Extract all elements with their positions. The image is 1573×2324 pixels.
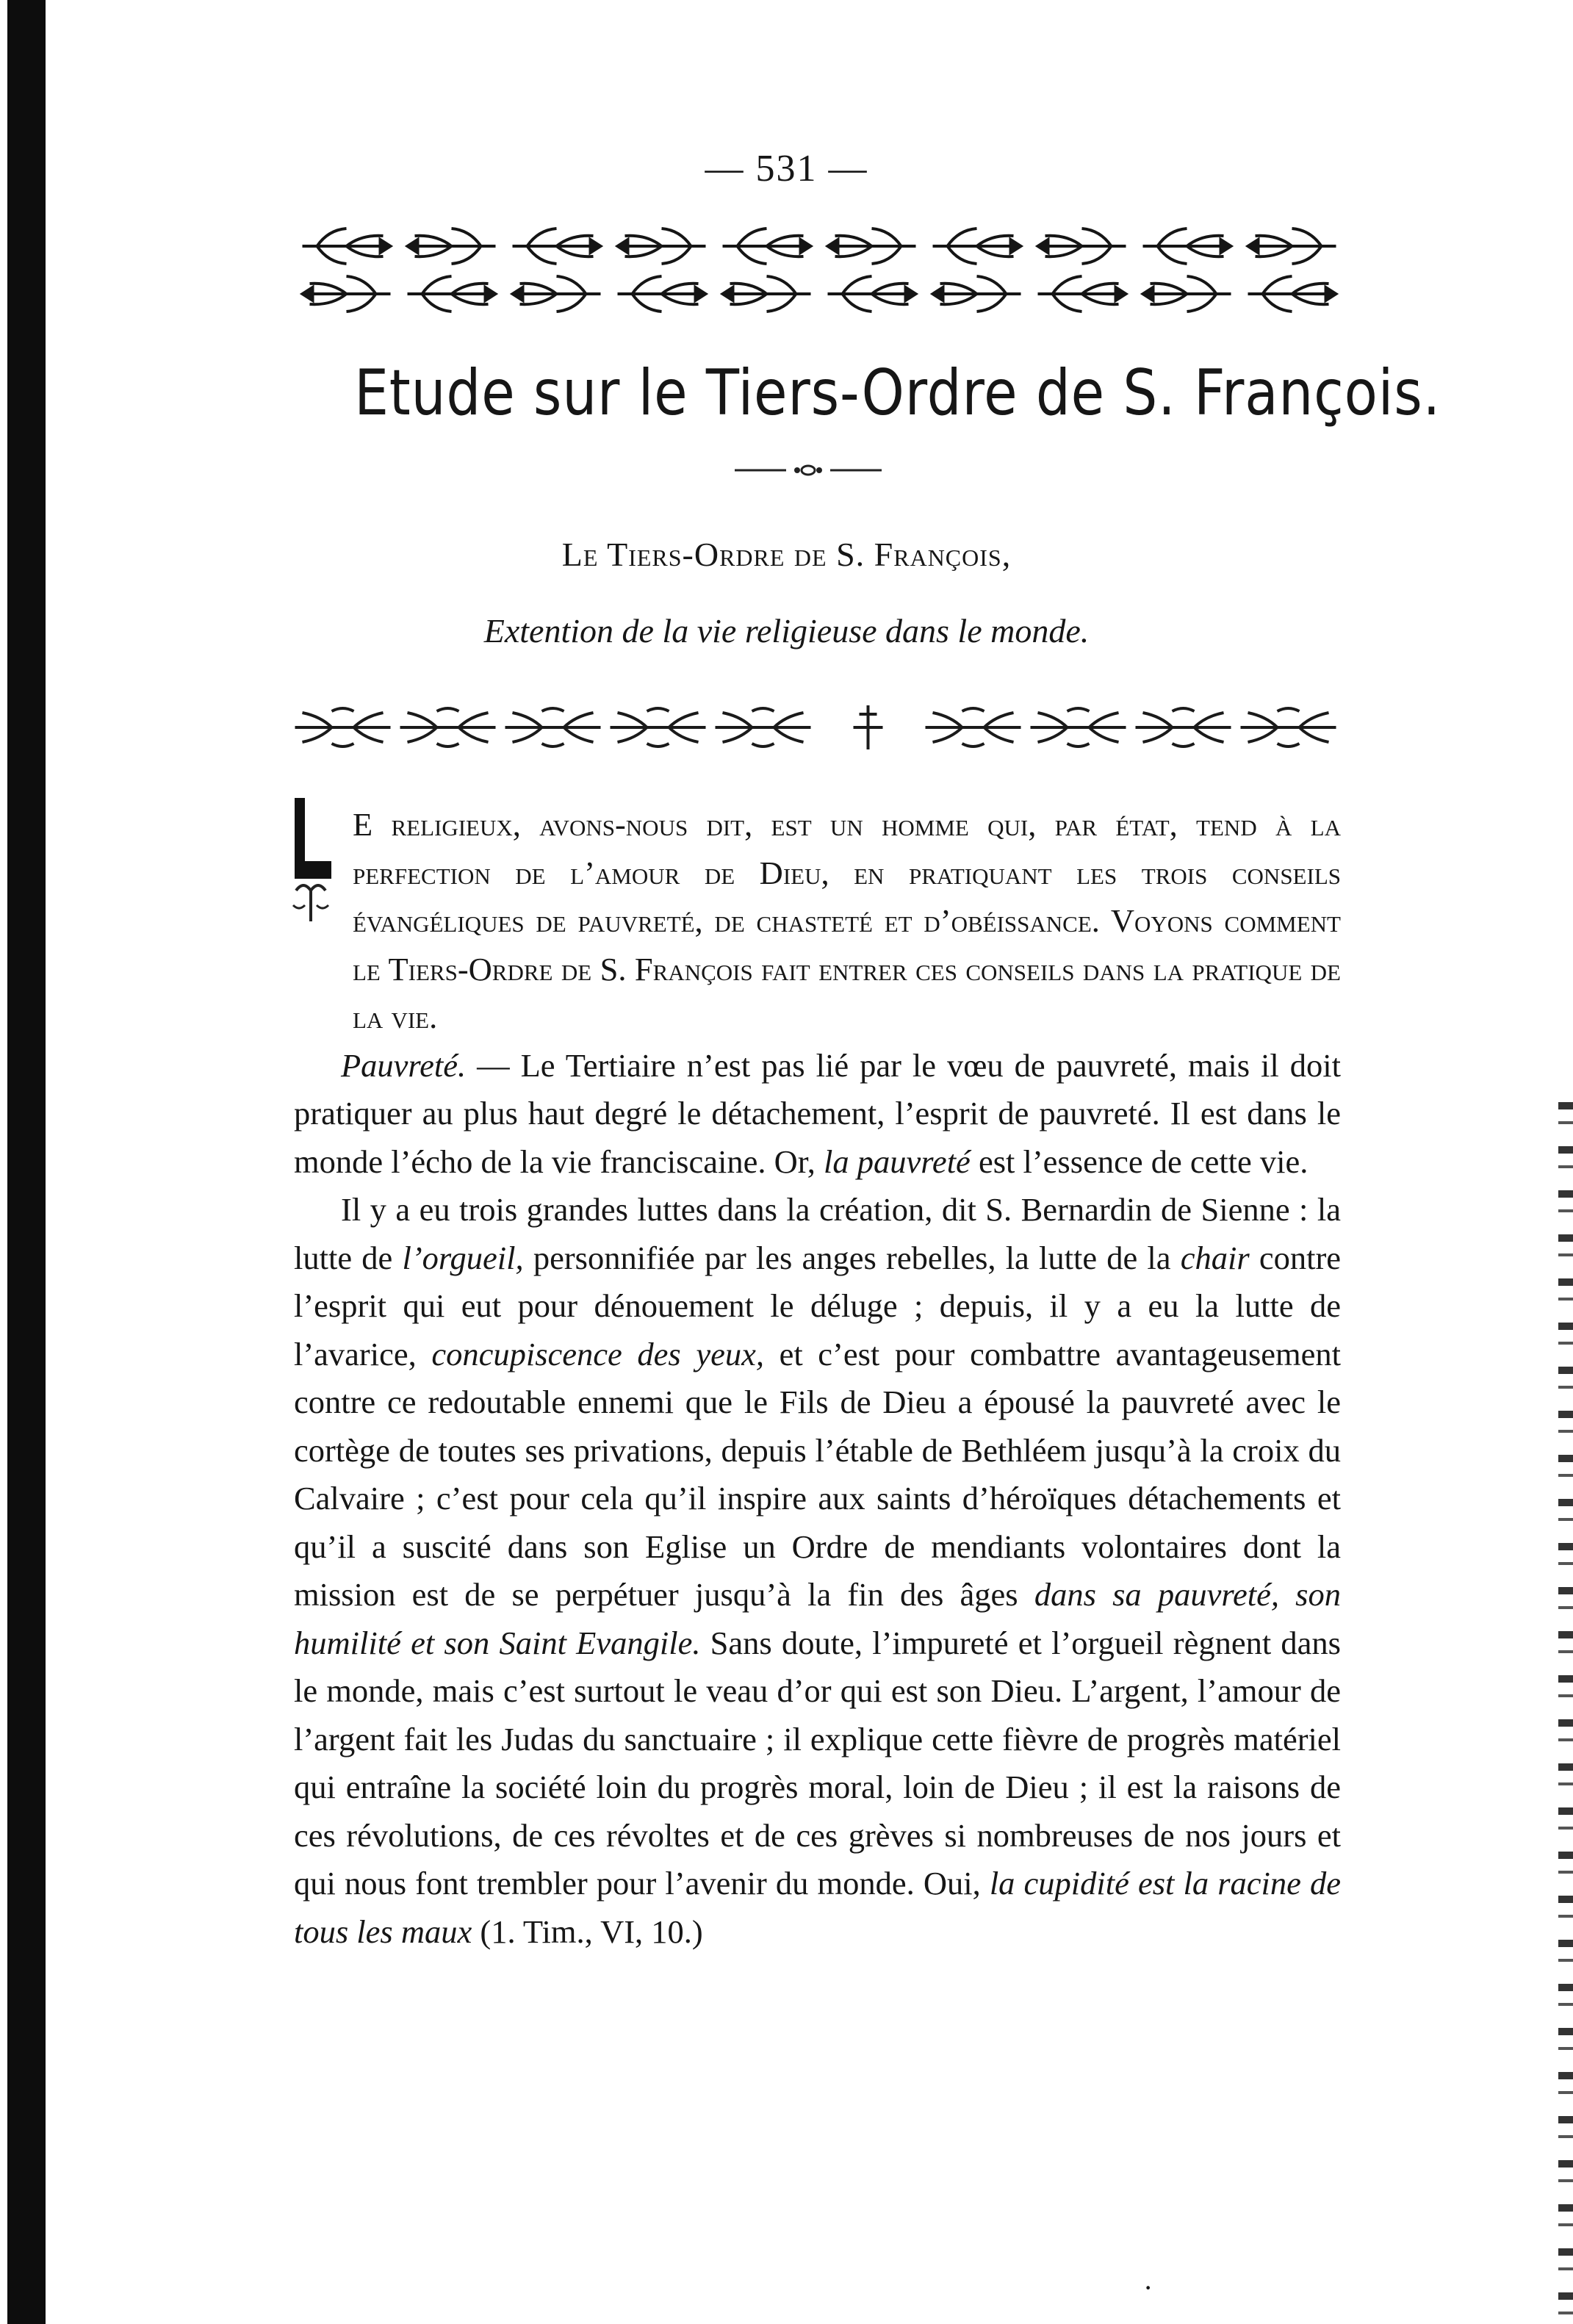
p3-c: contre l’esprit qui eut pour dénouement le déluge ; depuis, il y a eu la lutte de l’avarice, bbox=[294, 1239, 1342, 1373]
section-heading: Le Tiers-Ordre de S. François, bbox=[561, 536, 1012, 573]
p3-em5: la cupidité est la racine de tous les maux bbox=[294, 1865, 1342, 1950]
paragraph-1 bbox=[294, 801, 1341, 1042]
p3-em1: l’orgueil, bbox=[402, 1239, 524, 1276]
p3-em2: chair bbox=[1180, 1239, 1250, 1276]
p3-d: et c’est pour combattre avantageusement contre ce redoutable ennemi que le Fils de Dieu a épousé la pauvreté avec le cortège de toutes ses privations, depuis l’étable de Bethléem jusqu’à la croix du Calvaire ; c’est pour cela qu’il inspire aux saints d’héroïques détachements et qu’il a suscité dans son Eglise un Ordre de mendiants volontaires dont la mission est de se perpétuer jusqu’à la fin des âges bbox=[294, 1335, 1342, 1613]
paragraph-2-em: la pauvreté bbox=[824, 1143, 971, 1180]
section-subheading: Extention de la vie religieuse dans le monde. bbox=[483, 612, 1090, 650]
scan-margin-bar bbox=[7, 0, 46, 2324]
p3-em4: dans sa pauvreté, son humilité et son Saint Evangile. bbox=[294, 1576, 1341, 1661]
p3-e: Sans doute, l’impureté et l’orgueil règnent dans le monde, mais c’est surtout le veau d’or qui est son Dieu. L’argent, l’amour de l’argent fait les Judas du sanctuaire ; il explique cette fièvre de progrès matériel qui entraîne la société loin du progrès moral, loin de Dieu ; il est la raisons de ces révolutions, de ces révoltes et de ces grèves si nombreuses de nos jours et qui nous font trembler pour l’avenir du monde. Oui, bbox=[294, 1624, 1341, 1902]
p3-f: (1. Tim., VI, 10.) bbox=[472, 1913, 703, 1950]
scan-right-edge bbox=[1558, 1102, 1573, 2322]
paragraph-2 bbox=[294, 1042, 1341, 1187]
p3-b: personnifiée par les anges rebelles, la lutte de la bbox=[523, 1239, 1181, 1276]
scan-speck: · bbox=[1143, 2271, 1153, 2304]
p3-em3: concupiscence des yeux, bbox=[431, 1335, 764, 1373]
page-title: Etude sur le Tiers-Ordre de S. François. bbox=[354, 356, 1441, 430]
section-ornament bbox=[290, 691, 1341, 764]
p3-a: Il y a eu trois grandes luttes dans la création, dit S. Bernardin de Sienne : la lutte de bbox=[294, 1191, 1341, 1276]
paragraph-2-lead: Pauvreté. bbox=[341, 1046, 467, 1084]
page-number: — 531 — bbox=[705, 148, 868, 190]
dropcap-continuation: E religieux, avons-nous dit, est un homme qui, par état, tend à la perfection de l’amour de Dieu, en pratiquant les trois conseils évangéliques de pauvreté, de chasteté et d’obéissance. Voyons comment le Tiers-Ordre de S. François fait entrer ces conseils dans la pratique de la vie. bbox=[353, 806, 1341, 1035]
paragraph-3 bbox=[294, 1186, 1341, 1956]
title-rule-ornament bbox=[735, 459, 882, 481]
paragraph-2-text: — Le Tertiaire n’est pas lié par le vœu de pauvreté, mais il doit pratiquer au plus haut degré le détachement, l’esprit de pauvreté. Il est dans le monde l’écho de la vie franciscaine. Or, bbox=[294, 1046, 1341, 1180]
header-ornament bbox=[294, 224, 1345, 320]
body-text bbox=[294, 801, 1341, 1956]
paragraph-2-end: est l’essence de cette vie. bbox=[970, 1143, 1309, 1180]
